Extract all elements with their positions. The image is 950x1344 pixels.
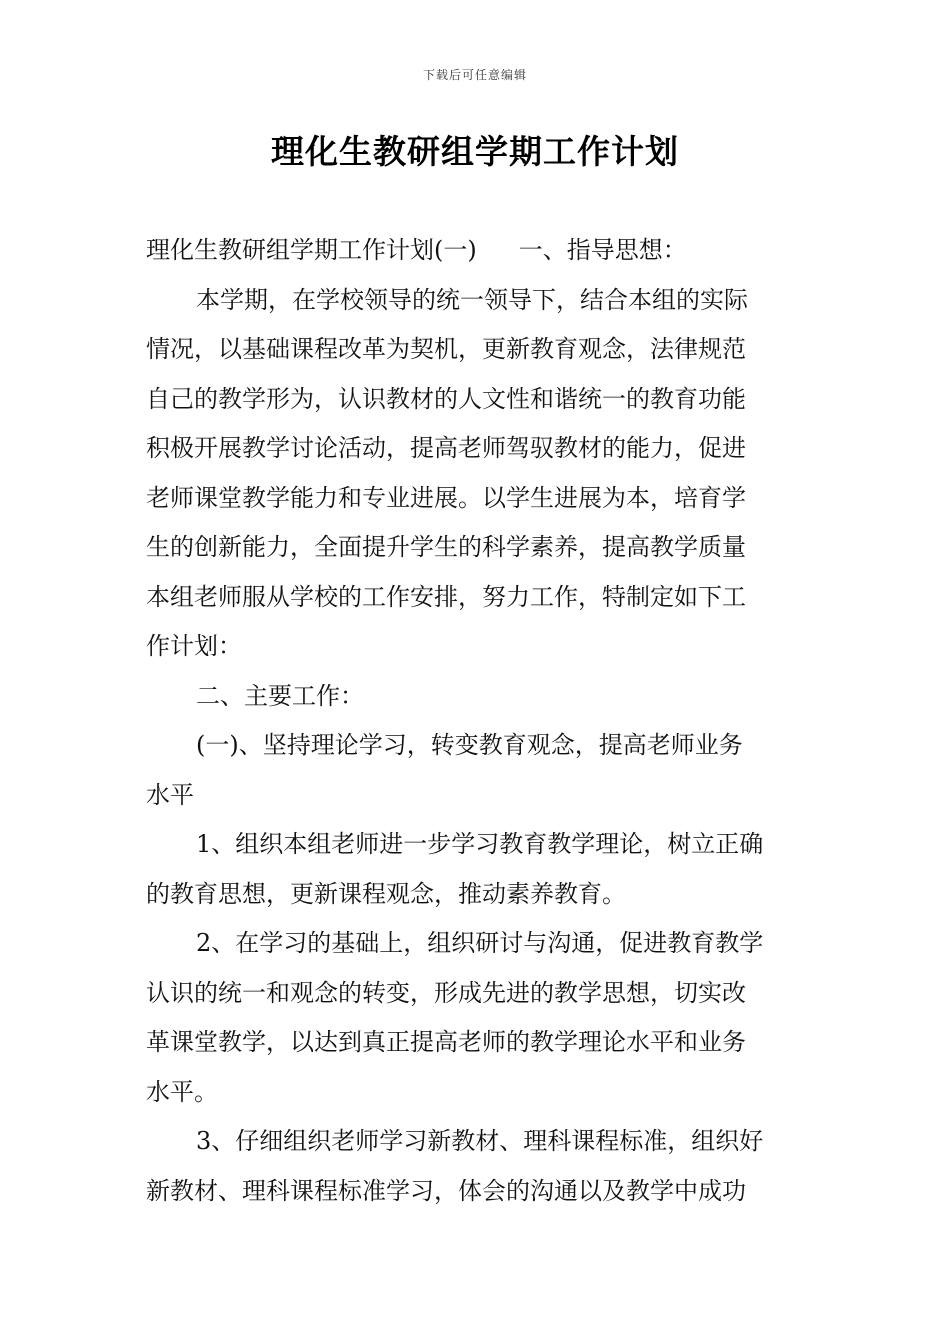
body-line: 情况，以基础课程改革为契机，更新教育观念，法律规范	[146, 335, 746, 363]
body-line: 二、主要工作：	[196, 681, 364, 710]
body-line: 2、在学习的基础上，组织研讨与沟通，促进教育教学	[196, 929, 764, 957]
body-line: 本学期，在学校领导的统一领导下，结合本组的实际	[196, 285, 748, 314]
body-line: 认识的统一和观念的转变，形成先进的教学思想，切实改	[146, 978, 746, 1007]
body-line: 水平	[146, 780, 194, 809]
document-body	[146, 226, 806, 1216]
body-line: 的教育思想，更新课程观念，推动素养教育。	[146, 879, 626, 908]
body-line: 自己的教学形为，认识教材的人文性和谐统一的教育功能	[146, 384, 746, 413]
body-line: 作计划：	[146, 632, 242, 660]
body-line: (一)、坚持理论学习，转变教育观念，提高老师业务	[196, 731, 743, 759]
body-line: 积极开展教学讨论活动，提高老师驾驭教材的能力，促进	[146, 434, 746, 462]
line-text-secondary: 一、指导思想：	[518, 236, 687, 264]
line-text: 理化生教研组学期工作计划(一)	[146, 236, 477, 264]
body-line: 本组老师服从学校的工作安排，努力工作，特制定如下工	[146, 582, 746, 611]
body-line: 水平。	[146, 1077, 218, 1106]
header-note: 下载后可任意编辑	[422, 68, 527, 82]
body-line: 1、组织本组老师进一步学习教育教学理论，树立正确	[196, 830, 764, 858]
document-title: 理化生教研组学期工作计划	[271, 132, 679, 171]
body-line: 3、仔细组织老师学习新教材、理科课程标准，组织好	[196, 1127, 764, 1155]
body-line: 生的创新能力，全面提升学生的科学素养，提高教学质量	[146, 533, 746, 561]
body-line: 老师课堂教学能力和专业进展。以学生进展为本，培育学	[146, 483, 746, 512]
body-line: 新教材、理科课程标准学习，体会的沟通以及教学中成功	[146, 1176, 746, 1205]
body-line: 革课堂教学，以达到真正提高老师的教学理论水平和业务	[146, 1028, 746, 1056]
body-line	[146, 226, 806, 276]
